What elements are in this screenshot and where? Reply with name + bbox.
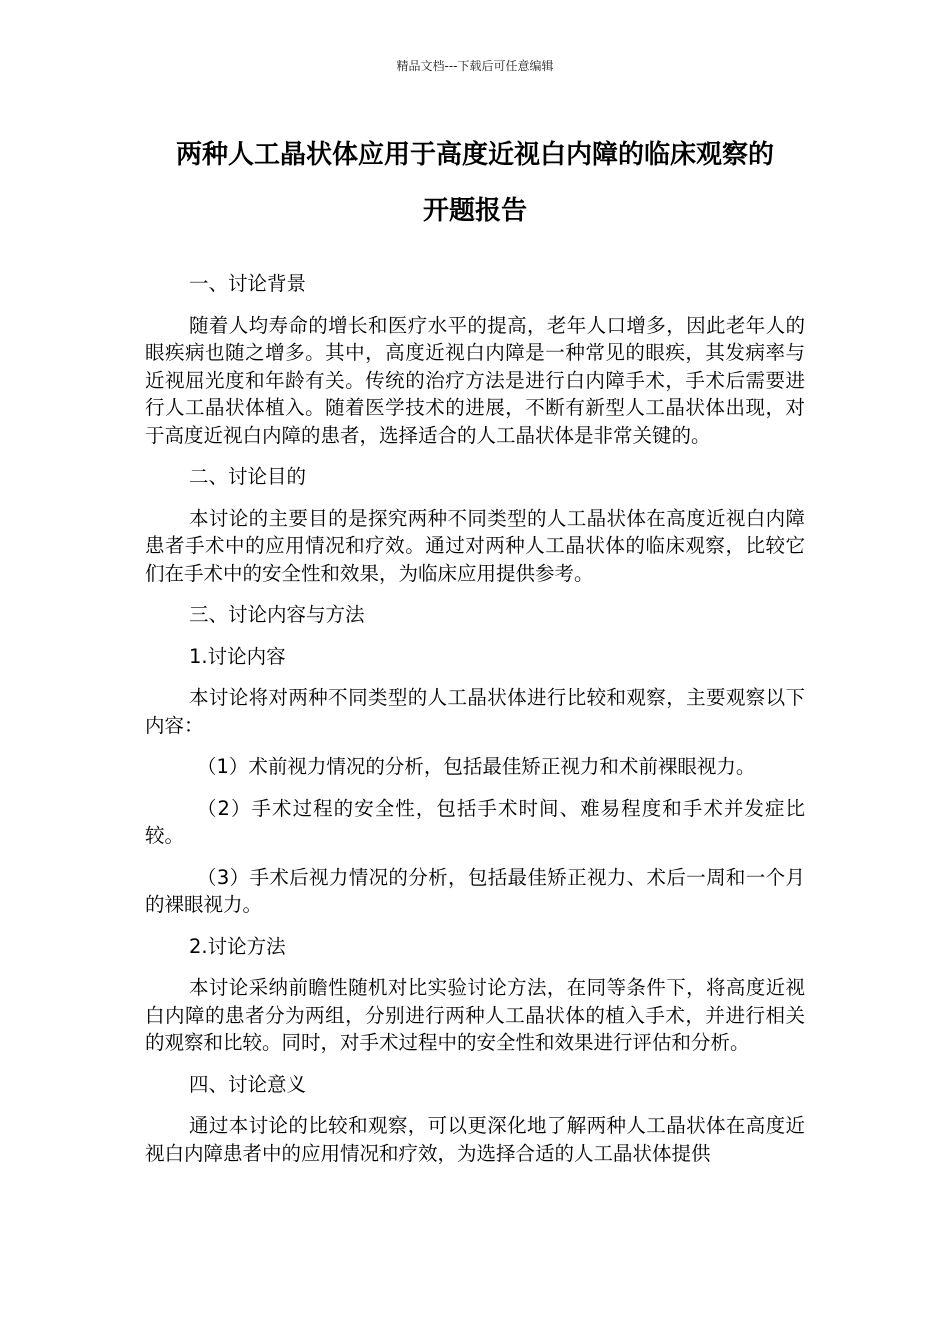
header-note: 精品文档---下载后可任意编辑 (396, 59, 554, 73)
document-body (145, 270, 805, 1181)
list-item: （3）手术后视力情况的分析，包括最佳矫正视力、术后一周和一个月的裸眼视力。 (145, 865, 805, 916)
list-item: （2）手术过程的安全性，包括手术时间、难易程度和手术并发症比较。 (145, 796, 805, 847)
section-heading-background: 一、讨论背景 (189, 272, 307, 295)
document-title-line-2: 开题报告 (422, 196, 527, 226)
section-heading-significance: 四、讨论意义 (189, 1072, 307, 1096)
subheading-content: 1.讨论内容 (189, 644, 286, 668)
paragraph-content: 本讨论将对两种不同类型的人工晶状体进行比较和观察，主要观察以下内容： (145, 686, 805, 737)
paragraph-significance: 通过本讨论的比较和观察，可以更深化地了解两种人工晶状体在高度近视白内障患者中的应用情况和疗效，为选择合适的人工晶状体提供 (145, 1114, 805, 1165)
paragraph-background: 随着人均寿命的增长和医疗水平的提高，老年人口增多，因此老年人的眼疾病也随之增多。其中，高度近视白内障是一种常见的眼疾，其发病率与近视屈光度和年龄有关。传统的治疗方法是进行白内障手术，手术后需要进行人工晶状体植入。随着医学技术的进展，不断有新型人工晶状体出现，对于高度近视白内障的患者，选择适合的人工晶状体是非常关键的。 (145, 313, 805, 447)
paragraph-method: 本讨论采纳前瞻性随机对比实验讨论方法，在同等条件下，将高度近视白内障的患者分为两组，分别进行两种人工晶状体的植入手术，并进行相关的观察和比较。同时，对手术过程中的安全性和效果进行评估和分析。 (145, 976, 805, 1054)
section-heading-purpose: 二、讨论目的 (189, 465, 307, 488)
list-item: （1）术前视力情况的分析，包括最佳矫正视力和术前裸眼视力。 (197, 755, 756, 778)
paragraph-purpose: 本讨论的主要目的是探究两种不同类型的人工晶状体在高度近视白内障患者手术中的应用情况和疗效。通过对两种人工晶状体的临床观察，比较它们在手术中的安全性和效果，为临床应用提供参考。 (145, 506, 805, 585)
subheading-method: 2.讨论方法 (189, 934, 286, 958)
document-title-line-1: 两种人工晶状体应用于高度近视白内障的临床观察的 (175, 140, 774, 170)
section-heading-content-method: 三、讨论内容与方法 (189, 603, 365, 626)
